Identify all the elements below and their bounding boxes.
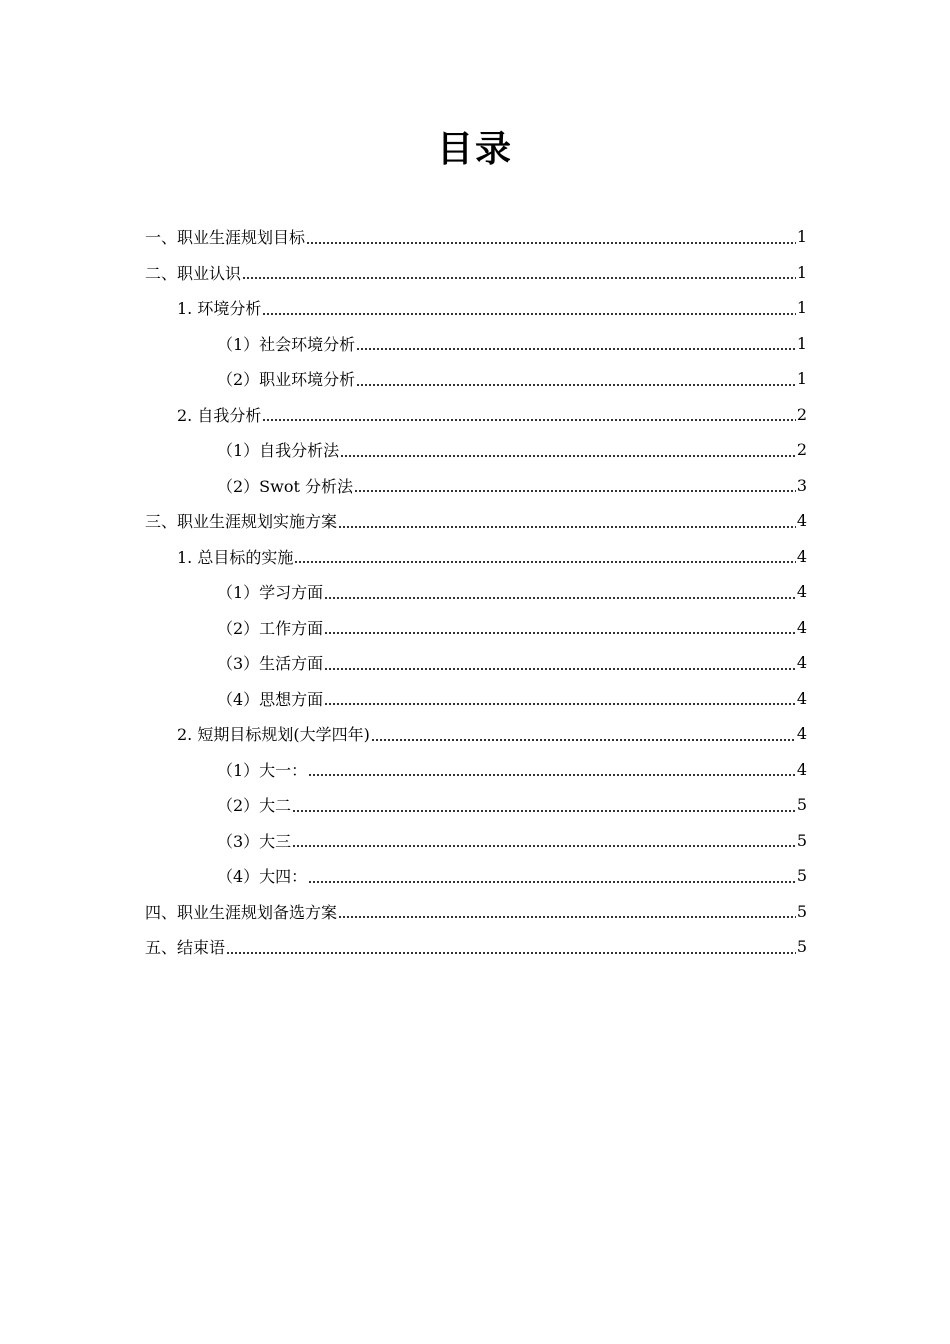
toc-entry[interactable] xyxy=(145,752,807,788)
toc-dot-leader xyxy=(292,845,796,847)
toc-entry-text: （1）学习方面 xyxy=(217,583,324,603)
toc-entry[interactable] xyxy=(145,929,807,965)
toc-entry[interactable] xyxy=(145,503,807,539)
table-of-contents xyxy=(145,219,807,965)
toc-entry[interactable] xyxy=(145,574,807,610)
toc-page-number: 4 xyxy=(796,617,807,637)
toc-entry[interactable] xyxy=(145,787,807,823)
toc-page-number: 5 xyxy=(796,901,807,921)
toc-entry-text: 一、职业生涯规划目标 xyxy=(145,228,306,248)
toc-entry-text: （1）社会环境分析 xyxy=(217,334,356,354)
toc-page-number: 4 xyxy=(796,653,807,673)
toc-dot-leader xyxy=(371,739,796,741)
toc-page-number: 3 xyxy=(796,475,807,495)
toc-page-number: 4 xyxy=(796,546,807,566)
toc-page-number: 2 xyxy=(796,404,807,424)
toc-entry[interactable] xyxy=(145,397,807,433)
toc-entry-text: 二、职业认识 xyxy=(145,263,242,283)
toc-dot-leader xyxy=(242,277,796,279)
toc-page-number: 4 xyxy=(796,582,807,602)
toc-entry-text: 1. 环境分析 xyxy=(177,299,262,319)
toc-dot-leader xyxy=(324,703,796,705)
page-title: 目录 xyxy=(436,129,513,170)
toc-page-number: 5 xyxy=(796,830,807,850)
toc-entry-text: （1）大一： xyxy=(217,760,308,780)
toc-dot-leader xyxy=(338,526,796,528)
toc-dot-leader xyxy=(306,242,796,244)
toc-page-number: 1 xyxy=(796,369,807,389)
toc-entry[interactable] xyxy=(145,716,807,752)
toc-entry-text: （4）思想方面 xyxy=(217,689,324,709)
toc-dot-leader xyxy=(356,384,796,386)
toc-dot-leader xyxy=(294,561,795,563)
toc-dot-leader xyxy=(354,490,796,492)
toc-entry-text: （4）大四： xyxy=(217,867,308,887)
toc-entry-text: 2. 短期目标规划(大学四年) xyxy=(177,725,370,745)
toc-entry-text: （3）生活方面 xyxy=(217,654,324,674)
toc-dot-leader xyxy=(308,774,796,776)
toc-entry[interactable] xyxy=(145,610,807,646)
toc-entry-text: （2）职业环境分析 xyxy=(217,370,356,390)
toc-entry[interactable] xyxy=(145,823,807,859)
toc-entry-text: （2）Swot 分析法 xyxy=(217,476,353,496)
toc-entry[interactable] xyxy=(145,255,807,291)
toc-dot-leader xyxy=(324,597,796,599)
toc-entry-text: （2）工作方面 xyxy=(217,618,324,638)
toc-dot-leader xyxy=(356,348,796,350)
toc-entry[interactable] xyxy=(145,361,807,397)
toc-page-number: 5 xyxy=(796,937,807,957)
toc-dot-leader xyxy=(262,313,795,315)
toc-entry-text: （2）大二 xyxy=(217,796,292,816)
toc-page-number: 1 xyxy=(796,333,807,353)
toc-entry-text: 1. 总目标的实施 xyxy=(177,547,294,567)
toc-entry-text: 四、职业生涯规划备选方案 xyxy=(145,902,338,922)
toc-entry[interactable] xyxy=(145,432,807,468)
toc-dot-leader xyxy=(308,881,796,883)
toc-dot-leader xyxy=(262,419,795,421)
toc-page-number: 2 xyxy=(796,440,807,460)
toc-entry[interactable] xyxy=(145,326,807,362)
toc-entry[interactable] xyxy=(145,290,807,326)
toc-entry-text: （3）大三 xyxy=(217,831,292,851)
toc-entry[interactable] xyxy=(145,858,807,894)
toc-entry-text: 2. 自我分析 xyxy=(177,405,262,425)
toc-page-number: 4 xyxy=(796,724,807,744)
toc-entry-text: （1）自我分析法 xyxy=(217,441,340,461)
toc-page-number: 1 xyxy=(796,227,807,247)
toc-page-number: 5 xyxy=(796,866,807,886)
toc-dot-leader xyxy=(324,668,796,670)
toc-entry[interactable] xyxy=(145,894,807,930)
toc-page-number: 1 xyxy=(796,262,807,282)
toc-entry-text: 三、职业生涯规划实施方案 xyxy=(145,512,338,532)
toc-entry[interactable] xyxy=(145,468,807,504)
toc-dot-leader xyxy=(226,952,796,954)
toc-page-number: 4 xyxy=(796,759,807,779)
toc-page-number: 4 xyxy=(796,688,807,708)
toc-dot-leader xyxy=(338,916,796,918)
toc-entry-text: 五、结束语 xyxy=(145,938,226,958)
toc-entry[interactable] xyxy=(145,645,807,681)
toc-dot-leader xyxy=(340,455,796,457)
toc-entry[interactable] xyxy=(145,681,807,717)
toc-entry[interactable] xyxy=(145,539,807,575)
toc-page-number: 5 xyxy=(796,795,807,815)
toc-page-number: 1 xyxy=(796,298,807,318)
toc-dot-leader xyxy=(292,810,796,812)
toc-entry[interactable] xyxy=(145,219,807,255)
toc-dot-leader xyxy=(324,632,796,634)
toc-page-number: 4 xyxy=(796,511,807,531)
